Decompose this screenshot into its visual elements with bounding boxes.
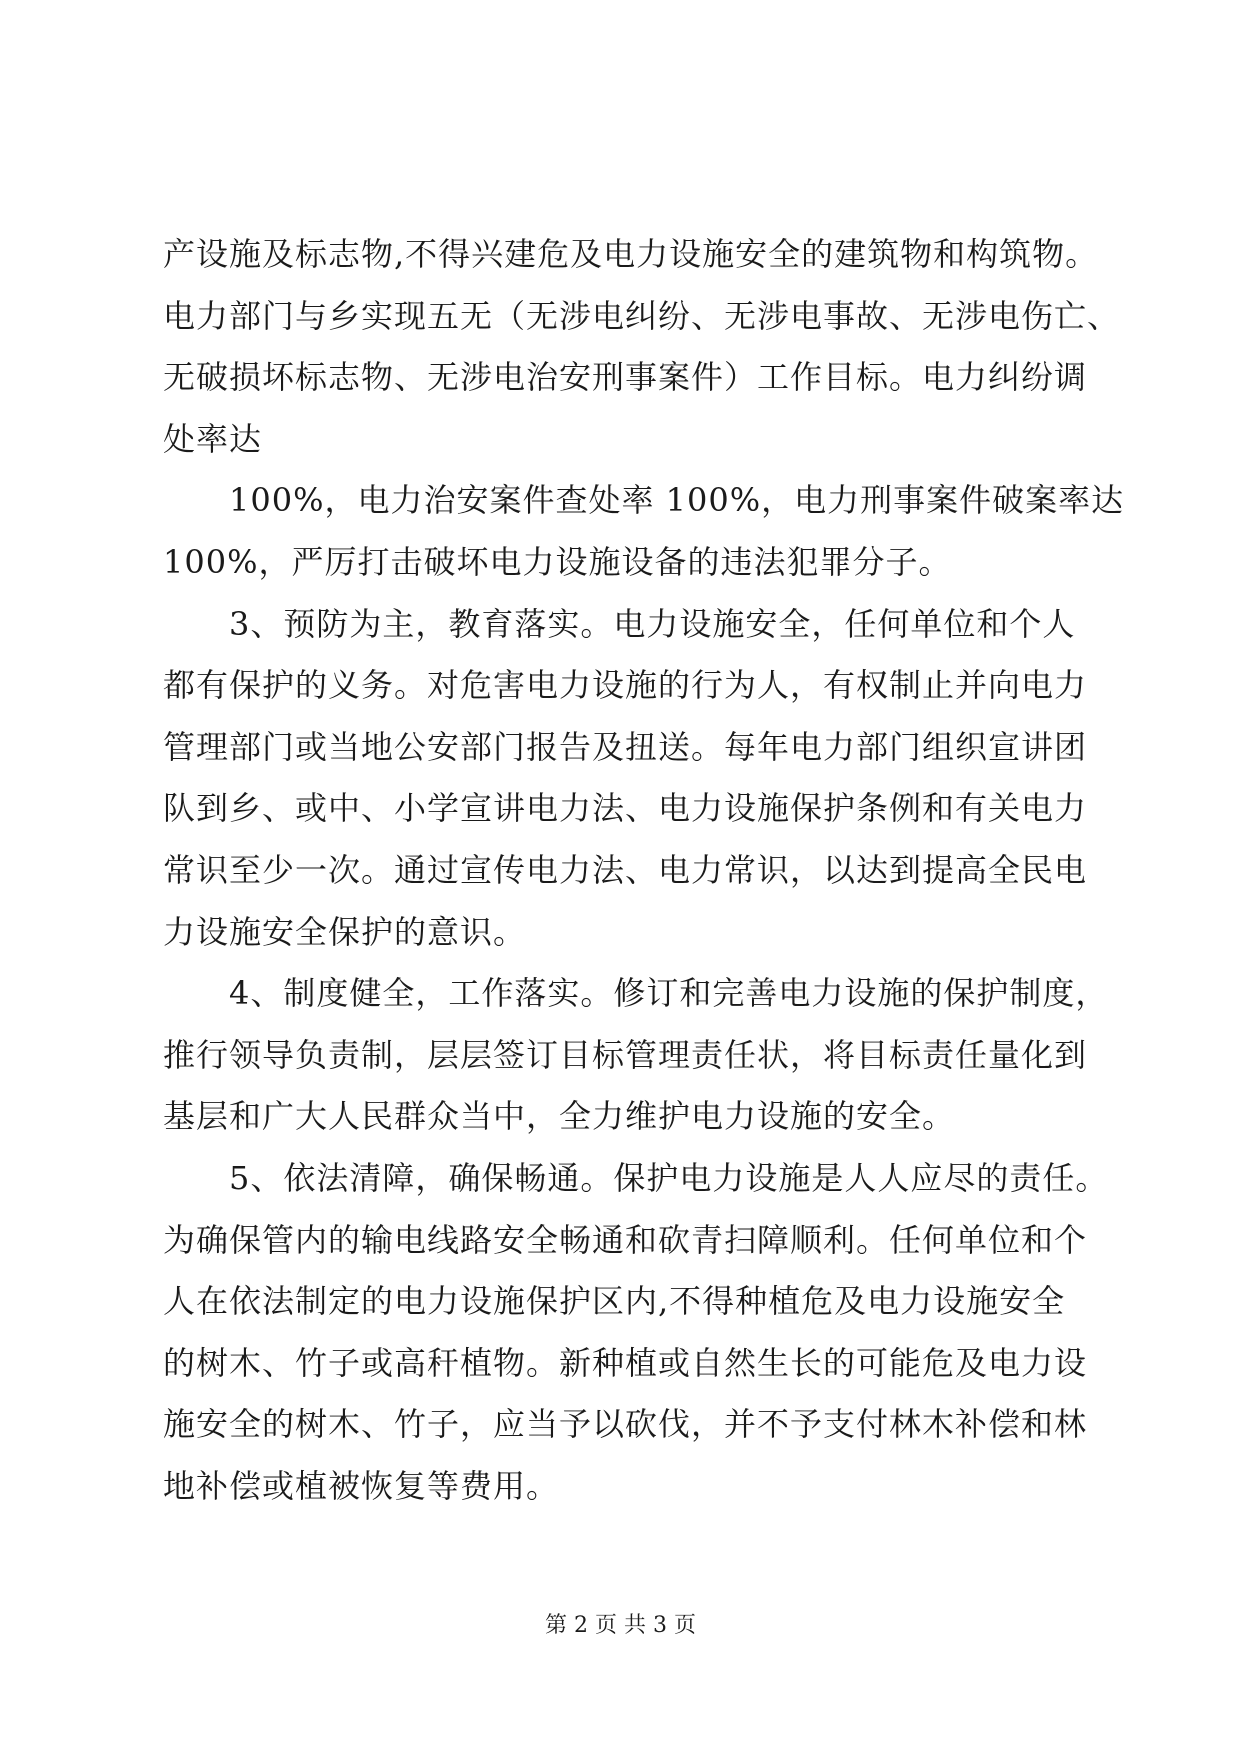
paragraph-first-line: 3、预防为主，教育落实。电力设施安全，任何单位和个人 <box>229 604 1076 643</box>
text-line: 队到乡、或中、小学宣讲电力法、电力设施保护条例和有关电力 <box>163 789 1088 828</box>
paragraph-first-line: 100%，电力治安案件查处率 100%，电力刑事案件破案率达 <box>229 481 1125 520</box>
text-line: 都有保护的义务。对危害电力设施的行为人，有权制止并向电力 <box>163 666 1088 705</box>
text-line: 推行领导负责制，层层签订目标管理责任状，将目标责任量化到 <box>163 1035 1088 1074</box>
paragraph-first-line: 4、制度健全，工作落实。修订和完善电力设施的保护制度， <box>229 974 1109 1013</box>
text-line: 为确保管内的输电线路安全畅通和砍青扫障顺利。任何单位和个 <box>163 1220 1088 1259</box>
text-line: 人在依法制定的电力设施保护区内,不得种植危及电力设施安全 <box>163 1282 1066 1321</box>
text-line: 地补偿或植被恢复等费用。 <box>163 1466 560 1505</box>
text-line: 的树木、竹子或高秆植物。新种植或自然生长的可能危及电力设 <box>163 1343 1088 1382</box>
text-line: 100%，严厉打击破坏电力设施设备的违法犯罪分子。 <box>163 542 952 581</box>
document-body <box>163 224 1125 1517</box>
text-line: 力设施安全保护的意识。 <box>163 912 527 951</box>
text-line: 常识至少一次。通过宣传电力法、电力常识，以达到提高全民电 <box>163 850 1088 889</box>
text-line: 产设施及标志物,不得兴建危及电力设施安全的建筑物和构筑物。 <box>163 235 1099 273</box>
text-line: 基层和广大人民群众当中，全力维护电力设施的安全。 <box>163 1097 956 1136</box>
page-number-footer: 第 2 页 共 3 页 <box>545 1613 696 1638</box>
paragraph-first-line: 5、依法清障，确保畅通。保护电力设施是人人应尽的责任。 <box>229 1158 1109 1197</box>
text-line: 电力部门与乡实现五无（无涉电纠纷、无涉电事故、无涉电伤亡、 <box>163 296 1121 335</box>
text-line: 处率达 <box>163 419 263 458</box>
text-line: 无破损坏标志物、无涉电治安刑事案件）工作目标。电力纠纷调 <box>163 358 1088 397</box>
text-line: 管理部门或当地公安部门报告及扭送。每年电力部门组织宣讲团 <box>163 727 1088 766</box>
text-line: 施安全的树木、竹子，应当予以砍伐，并不予支付林木补偿和林 <box>163 1405 1088 1444</box>
